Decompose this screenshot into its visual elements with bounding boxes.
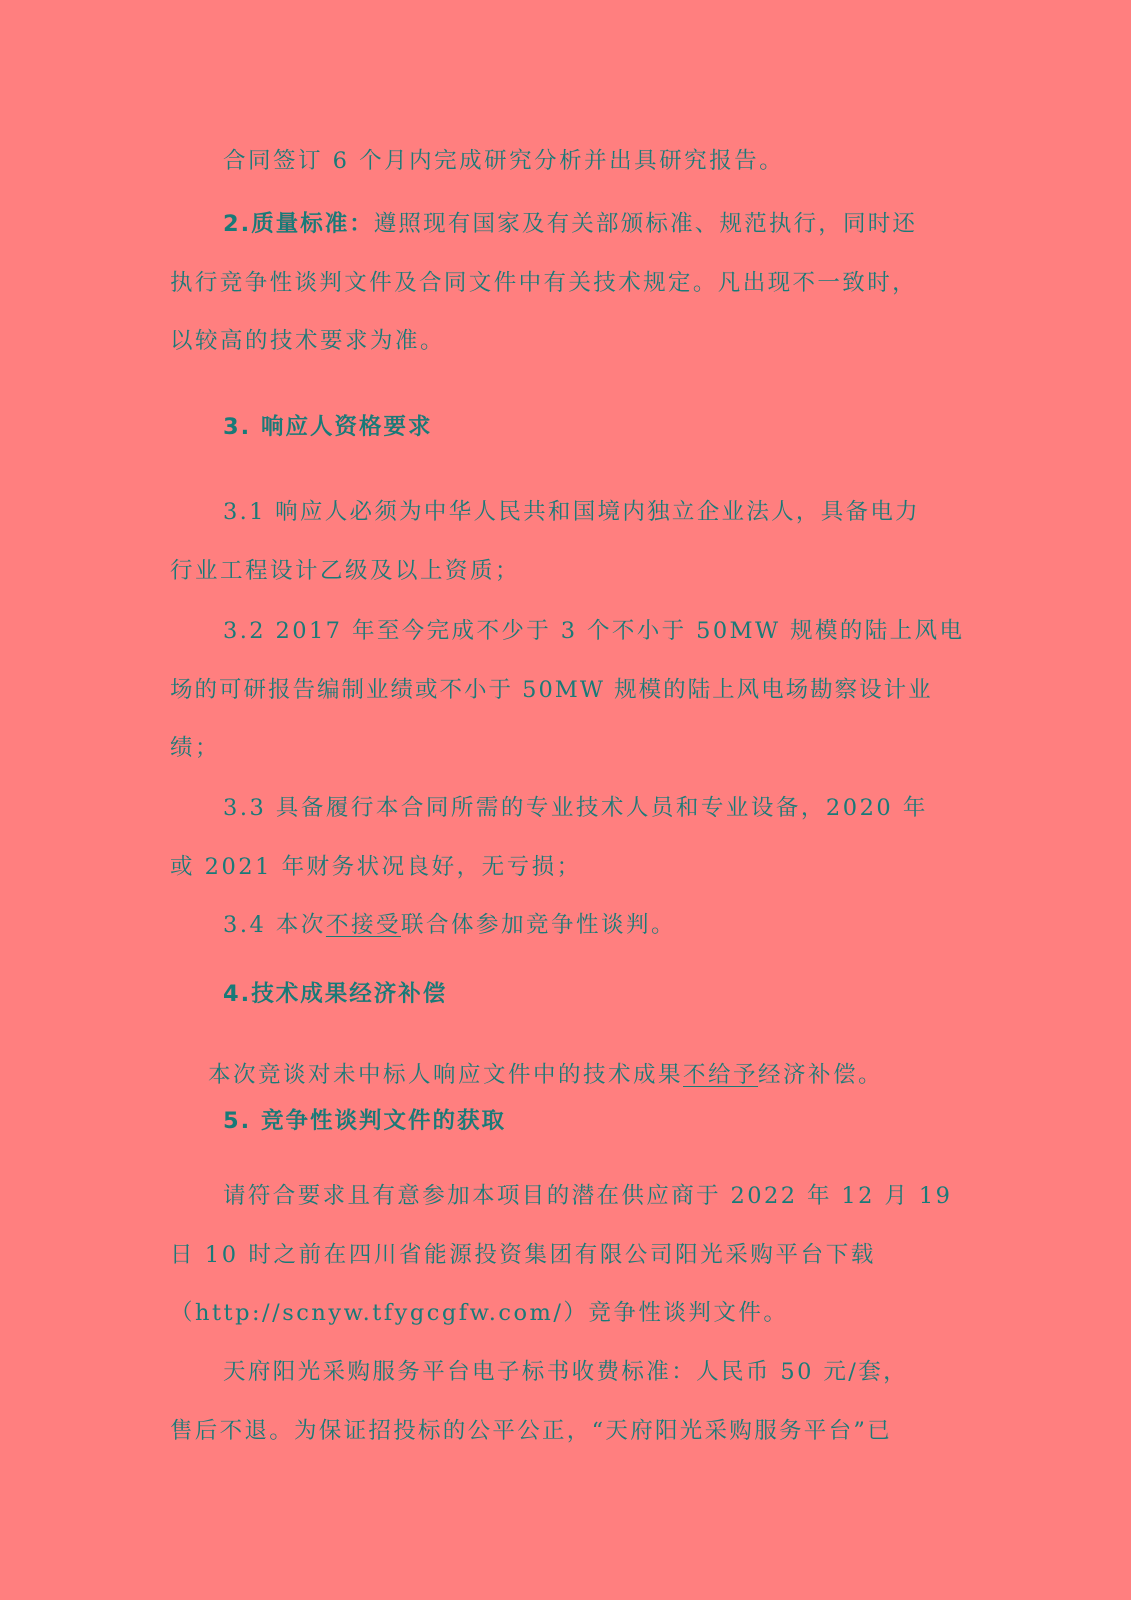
text-segment: 3.4 本次 [223,912,326,938]
text-line [223,209,917,239]
underlined-text: 不给予 [683,1062,759,1088]
text-line: 3.1 响应人必须为中华人民共和国境内独立企业法人，具备电力 [223,499,920,525]
text-line: 场的可研报告编制业绩或不小于 50MW 规模的陆上风电场勘察设计业 [170,677,933,703]
text-line: 以较高的技术要求为准。 [170,328,446,354]
quality-standard-text: 遵照现有国家及有关部颁标准、规范执行，同时还 [373,211,918,237]
quality-standard-label: 2.质量标准： [223,211,374,237]
section-heading-5: 5. 竞争性谈判文件的获取 [223,1108,507,1134]
text-line: 绩； [170,735,221,761]
section-heading-3: 3. 响应人资格要求 [223,414,433,440]
text-segment: 联合体参加竞争性谈判。 [400,912,676,938]
text-line: 合同签订 6 个月内完成研究分析并出具研究报告。 [223,148,785,174]
text-segment: 经济补偿。 [758,1062,884,1088]
text-line [208,1060,883,1090]
text-line: （http://scnyw.tfygcgfw.com/）竞争性谈判文件。 [170,1300,789,1326]
text-line: 3.2 2017 年至今完成不少于 3 个不小于 50MW 规模的陆上风电 [223,618,965,644]
text-line: 执行竞争性谈判文件及合同文件中有关技术规定。凡出现不一致时， [170,270,918,296]
text-line: 行业工程设计乙级及以上资质； [170,558,521,584]
text-line: 天府阳光采购服务平台电子标书收费标准：人民币 50 元/套， [223,1359,909,1385]
text-line: 或 2021 年财务状况良好，无亏损； [170,854,582,880]
text-line [223,910,676,940]
text-line: 售后不退。为保证招投标的公平公正，“天府阳光采购服务平台”已 [170,1418,893,1444]
text-segment: 本次竞谈对未中标人响应文件中的技术成果 [208,1062,684,1088]
text-line: 请符合要求且有意参加本项目的潜在供应商于 2022 年 12 月 19 [223,1183,953,1209]
text-line: 日 10 时之前在四川省能源投资集团有限公司阳光采购平台下载 [170,1242,876,1268]
underlined-text: 不接受 [325,912,401,938]
text-line: 3.3 具备履行本合同所需的专业技术人员和专业设备，2020 年 [223,795,928,821]
section-heading-4: 4.技术成果经济补偿 [223,981,448,1007]
